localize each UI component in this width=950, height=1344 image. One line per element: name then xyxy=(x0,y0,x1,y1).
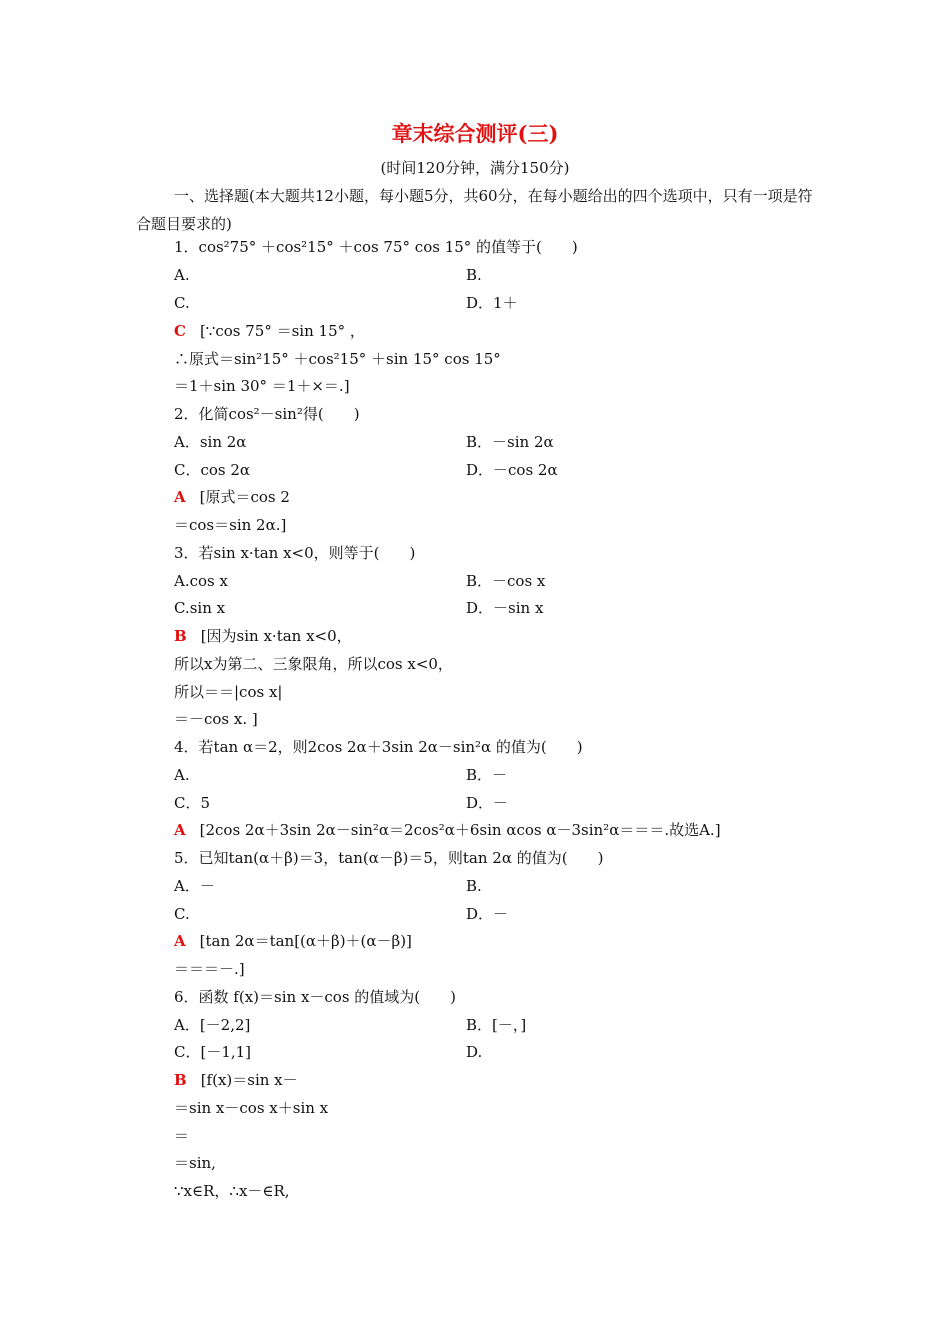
page-subtitle: (时间120分钟，满分150分) xyxy=(380,159,570,177)
question-2-option-a: A．sin 2α xyxy=(174,433,247,451)
question-4-option-a: A. xyxy=(174,766,190,784)
question-4-answer: A xyxy=(174,821,186,839)
question-5-option-c: C. xyxy=(174,905,190,923)
question-5-solution-2: ＝＝＝－.] xyxy=(174,960,245,978)
question-1-answer: C xyxy=(174,322,186,340)
question-3-solution-2: 所以x为第二、三象限角，所以cos x<0， xyxy=(174,655,453,673)
question-6-solution-text: [f(x)＝sin x－ xyxy=(200,1071,298,1089)
question-4-stem: 4．若tan α＝2，则2cos 2α＋3sin 2α－sin²α 的值为( ) xyxy=(174,738,583,756)
question-2-solution-text: [原式＝cos 2 xyxy=(199,488,290,506)
question-1-solution-3: ＝1＋sin 30° ＝1＋×＝.] xyxy=(174,377,350,395)
question-1-solution-text: [∵cos 75° ＝sin 15° ， xyxy=(199,322,365,340)
question-5-solution-line xyxy=(174,929,412,953)
question-5-stem: 5．已知tan(α＋β)＝3，tan(α－β)＝5，则tan 2α 的值为( ) xyxy=(174,849,604,867)
question-6-solution-5: ∵x∈R，∴x－∈R, xyxy=(174,1182,290,1200)
question-2-answer: A xyxy=(174,488,186,506)
question-4-option-c: C．5 xyxy=(174,794,211,812)
question-3-solution-4: ＝－cos x. ] xyxy=(174,710,258,728)
question-2-option-d: D．－cos 2α xyxy=(466,461,558,479)
question-1-option-d: D．1＋ xyxy=(466,294,518,312)
question-2-option-b: B．－sin 2α xyxy=(466,433,554,451)
question-3-option-a: A.cos x xyxy=(174,572,228,590)
question-6-stem: 6．函数 f(x)＝sin x－cos 的值域为( ) xyxy=(174,988,457,1006)
question-6-option-a: A．[－2,2] xyxy=(174,1016,251,1034)
question-2-solution-2: ＝cos＝sin 2α.] xyxy=(174,516,287,534)
question-6-answer: B xyxy=(174,1071,187,1089)
question-3-option-b: B．－cos x xyxy=(466,572,546,590)
question-3-option-d: D．－sin x xyxy=(466,599,544,617)
question-1-option-b: B. xyxy=(466,266,482,284)
question-3-solution-3: 所以＝＝|cos x| xyxy=(174,683,283,701)
question-2-option-c: C．cos 2α xyxy=(174,461,251,479)
question-6-solution-2: ＝sin x－cos x＋sin x xyxy=(174,1099,329,1117)
question-5-answer: A xyxy=(174,932,186,950)
question-3-option-c: C.sin x xyxy=(174,599,226,617)
question-6-solution-3: ＝ xyxy=(174,1127,190,1145)
question-2-stem: 2．化简cos²－sin²得( ) xyxy=(174,405,360,423)
question-6-solution-line xyxy=(174,1068,298,1092)
question-1-solution-line xyxy=(174,319,365,343)
question-4-option-b: B．－ xyxy=(466,766,508,784)
question-6-option-c: C．[－1,1] xyxy=(174,1043,252,1061)
question-3-solution-text: [因为sin x·tan x<0， xyxy=(200,627,352,645)
section-intro: 一、选择题(本大题共12小题，每小题5分，共60分，在每小题给出的四个选项中，只有一项是符合题目要求的) xyxy=(136,187,813,233)
question-5-solution-text: [tan 2α＝tan[(α＋β)＋(α－β)] xyxy=(199,932,412,950)
question-1-stem: 1．cos²75° ＋cos²15° ＋cos 75° cos 15° 的值等于( ) xyxy=(174,238,578,256)
question-3-solution-line xyxy=(174,624,352,648)
question-2-solution-line xyxy=(174,485,290,509)
question-3-stem: 3．若sin x·tan x<0，则等于( ) xyxy=(174,544,416,562)
page-title: 章末综合测评(三) xyxy=(391,121,559,146)
question-1-solution-2: ∴原式＝sin²15° ＋cos²15° ＋sin 15° cos 15° xyxy=(174,350,501,368)
question-5-option-d: D．－ xyxy=(466,905,509,923)
question-4-solution-text: [2cos 2α＋3sin 2α－sin²α＝2cos²α＋6sin αcos α－3sin²α＝＝＝.故选A.] xyxy=(199,821,721,839)
question-5-option-b: B. xyxy=(466,877,482,895)
question-1-option-a: A. xyxy=(174,266,190,284)
question-5-option-a: A．－ xyxy=(174,877,215,895)
question-6-solution-4: ＝sin, xyxy=(174,1154,216,1172)
question-4-solution-line xyxy=(174,818,721,842)
question-6-option-b: B．[－，] xyxy=(466,1016,527,1034)
question-1-option-c: C. xyxy=(174,294,190,312)
question-4-option-d: D．－ xyxy=(466,794,509,812)
question-6-option-d: D. xyxy=(466,1043,483,1061)
question-3-answer: B xyxy=(174,627,187,645)
